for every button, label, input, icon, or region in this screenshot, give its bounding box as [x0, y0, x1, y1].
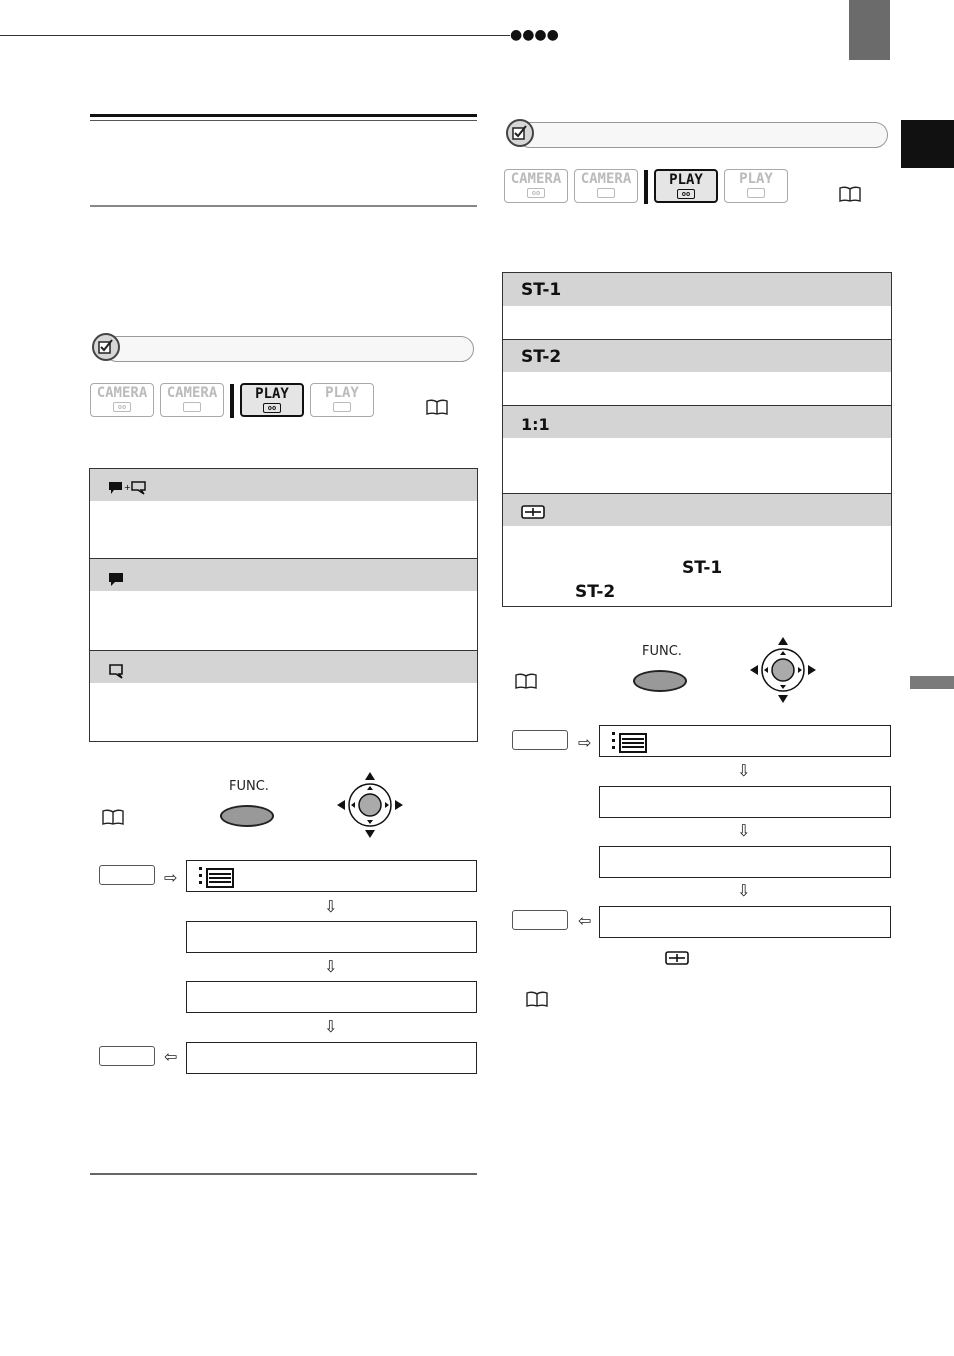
mode-separator: [644, 170, 648, 204]
arrow-left-icon: ⇦: [578, 911, 592, 930]
menu-step-2: [599, 786, 891, 818]
mode-play-card: PLAY: [724, 169, 788, 203]
table-row-head: [503, 405, 891, 438]
arrow-left-icon: ⇦: [164, 1047, 178, 1066]
mode-play-tape: PLAY oo: [654, 169, 718, 203]
note-st1: ST-1: [682, 558, 723, 578]
left-options-table: [89, 468, 478, 742]
svg-text:+: +: [124, 483, 131, 492]
right-check-bar: [517, 122, 888, 148]
note-st2: ST-2: [575, 582, 616, 602]
card-icon: [597, 188, 615, 198]
section-rule-top: [90, 114, 477, 117]
menu-step-1: [599, 725, 891, 757]
arrow-down-icon: ⇩: [324, 897, 338, 916]
menu-step-2: [186, 921, 477, 953]
left-mode-buttons: [90, 383, 390, 419]
func-label: FUNC.: [229, 779, 269, 794]
header-rule: [0, 35, 510, 36]
arrow-down-icon: ⇩: [324, 1017, 338, 1036]
table-row-head: [503, 273, 891, 306]
func-label: FUNC.: [642, 644, 682, 659]
section-tab: [910, 676, 954, 689]
tape-icon: oo: [527, 188, 545, 198]
joystick-icon[interactable]: [749, 636, 817, 704]
checkmark-icon: [92, 333, 120, 361]
menu-step-1: [186, 860, 477, 892]
chapter-tab-black: [901, 120, 954, 168]
mode-play-card: PLAY: [310, 383, 374, 417]
book-icon: [515, 673, 537, 689]
lr-mix-icon: [665, 951, 689, 965]
arrow-down-icon: ⇩: [324, 957, 338, 976]
func-button[interactable]: [633, 670, 687, 692]
table-row-head: [503, 339, 891, 372]
menu-step-3: [599, 846, 891, 878]
func-step-button: [512, 910, 568, 930]
arrow-down-icon: ⇩: [737, 881, 751, 900]
tape-icon: oo: [113, 402, 131, 412]
book-icon: [426, 399, 448, 415]
tape-icon: oo: [677, 189, 695, 199]
book-icon: [839, 186, 861, 202]
card-icon: [747, 188, 765, 198]
menu-step-4: [599, 906, 891, 938]
arrow-down-icon: ⇩: [737, 821, 751, 840]
table-row-head: [90, 469, 477, 501]
lr-mix-icon: [521, 505, 545, 519]
card-icon: [333, 402, 351, 412]
left-check-bar: [104, 336, 474, 362]
table-row-head: [90, 650, 477, 683]
checkmark-icon: [506, 119, 534, 147]
speech-icon: [108, 571, 126, 587]
func-step-button: [512, 730, 568, 750]
func-button[interactable]: [220, 805, 274, 827]
book-icon: [102, 809, 124, 825]
joystick-icon[interactable]: [336, 771, 404, 839]
section-rule-sub: [90, 205, 477, 207]
arrow-right-icon: ⇨: [578, 733, 592, 752]
chapter-tab-grey: [849, 0, 890, 60]
func-step-button: [99, 865, 155, 885]
right-mode-buttons: [504, 169, 804, 205]
table-row-head: [90, 558, 477, 591]
arrow-right-icon: ⇨: [164, 868, 178, 887]
tape-icon: oo: [263, 403, 281, 413]
card-icon: [183, 402, 201, 412]
right-options-table: [502, 272, 892, 607]
arrow-down-icon: ⇩: [737, 761, 751, 780]
mode-camera-tape: CAMERA oo: [504, 169, 568, 203]
mode-separator: [230, 384, 234, 418]
menu-step-4: [186, 1042, 477, 1074]
row-label: 1:1: [521, 415, 550, 434]
table-row-head: [503, 493, 891, 526]
header-dots: ●●●●: [510, 27, 559, 43]
menu-list-icon: [197, 865, 237, 889]
mode-camera-card: CAMERA: [160, 383, 224, 417]
menu-step-3: [186, 981, 477, 1013]
mode-camera-card: CAMERA: [574, 169, 638, 203]
row-label: ST-1: [521, 280, 562, 300]
book-icon: [526, 991, 548, 1007]
mode-play-tape: PLAY oo: [240, 383, 304, 417]
menu-list-icon: [610, 730, 650, 754]
section-rule-top-thin: [90, 120, 477, 121]
section-rule-bottom: [90, 1173, 477, 1175]
func-step-button: [99, 1046, 155, 1066]
mode-camera-tape: CAMERA oo: [90, 383, 154, 417]
row-label: ST-2: [521, 347, 562, 367]
bubble-icon: [108, 663, 126, 679]
speech-to-bubble-icon: [108, 480, 150, 496]
